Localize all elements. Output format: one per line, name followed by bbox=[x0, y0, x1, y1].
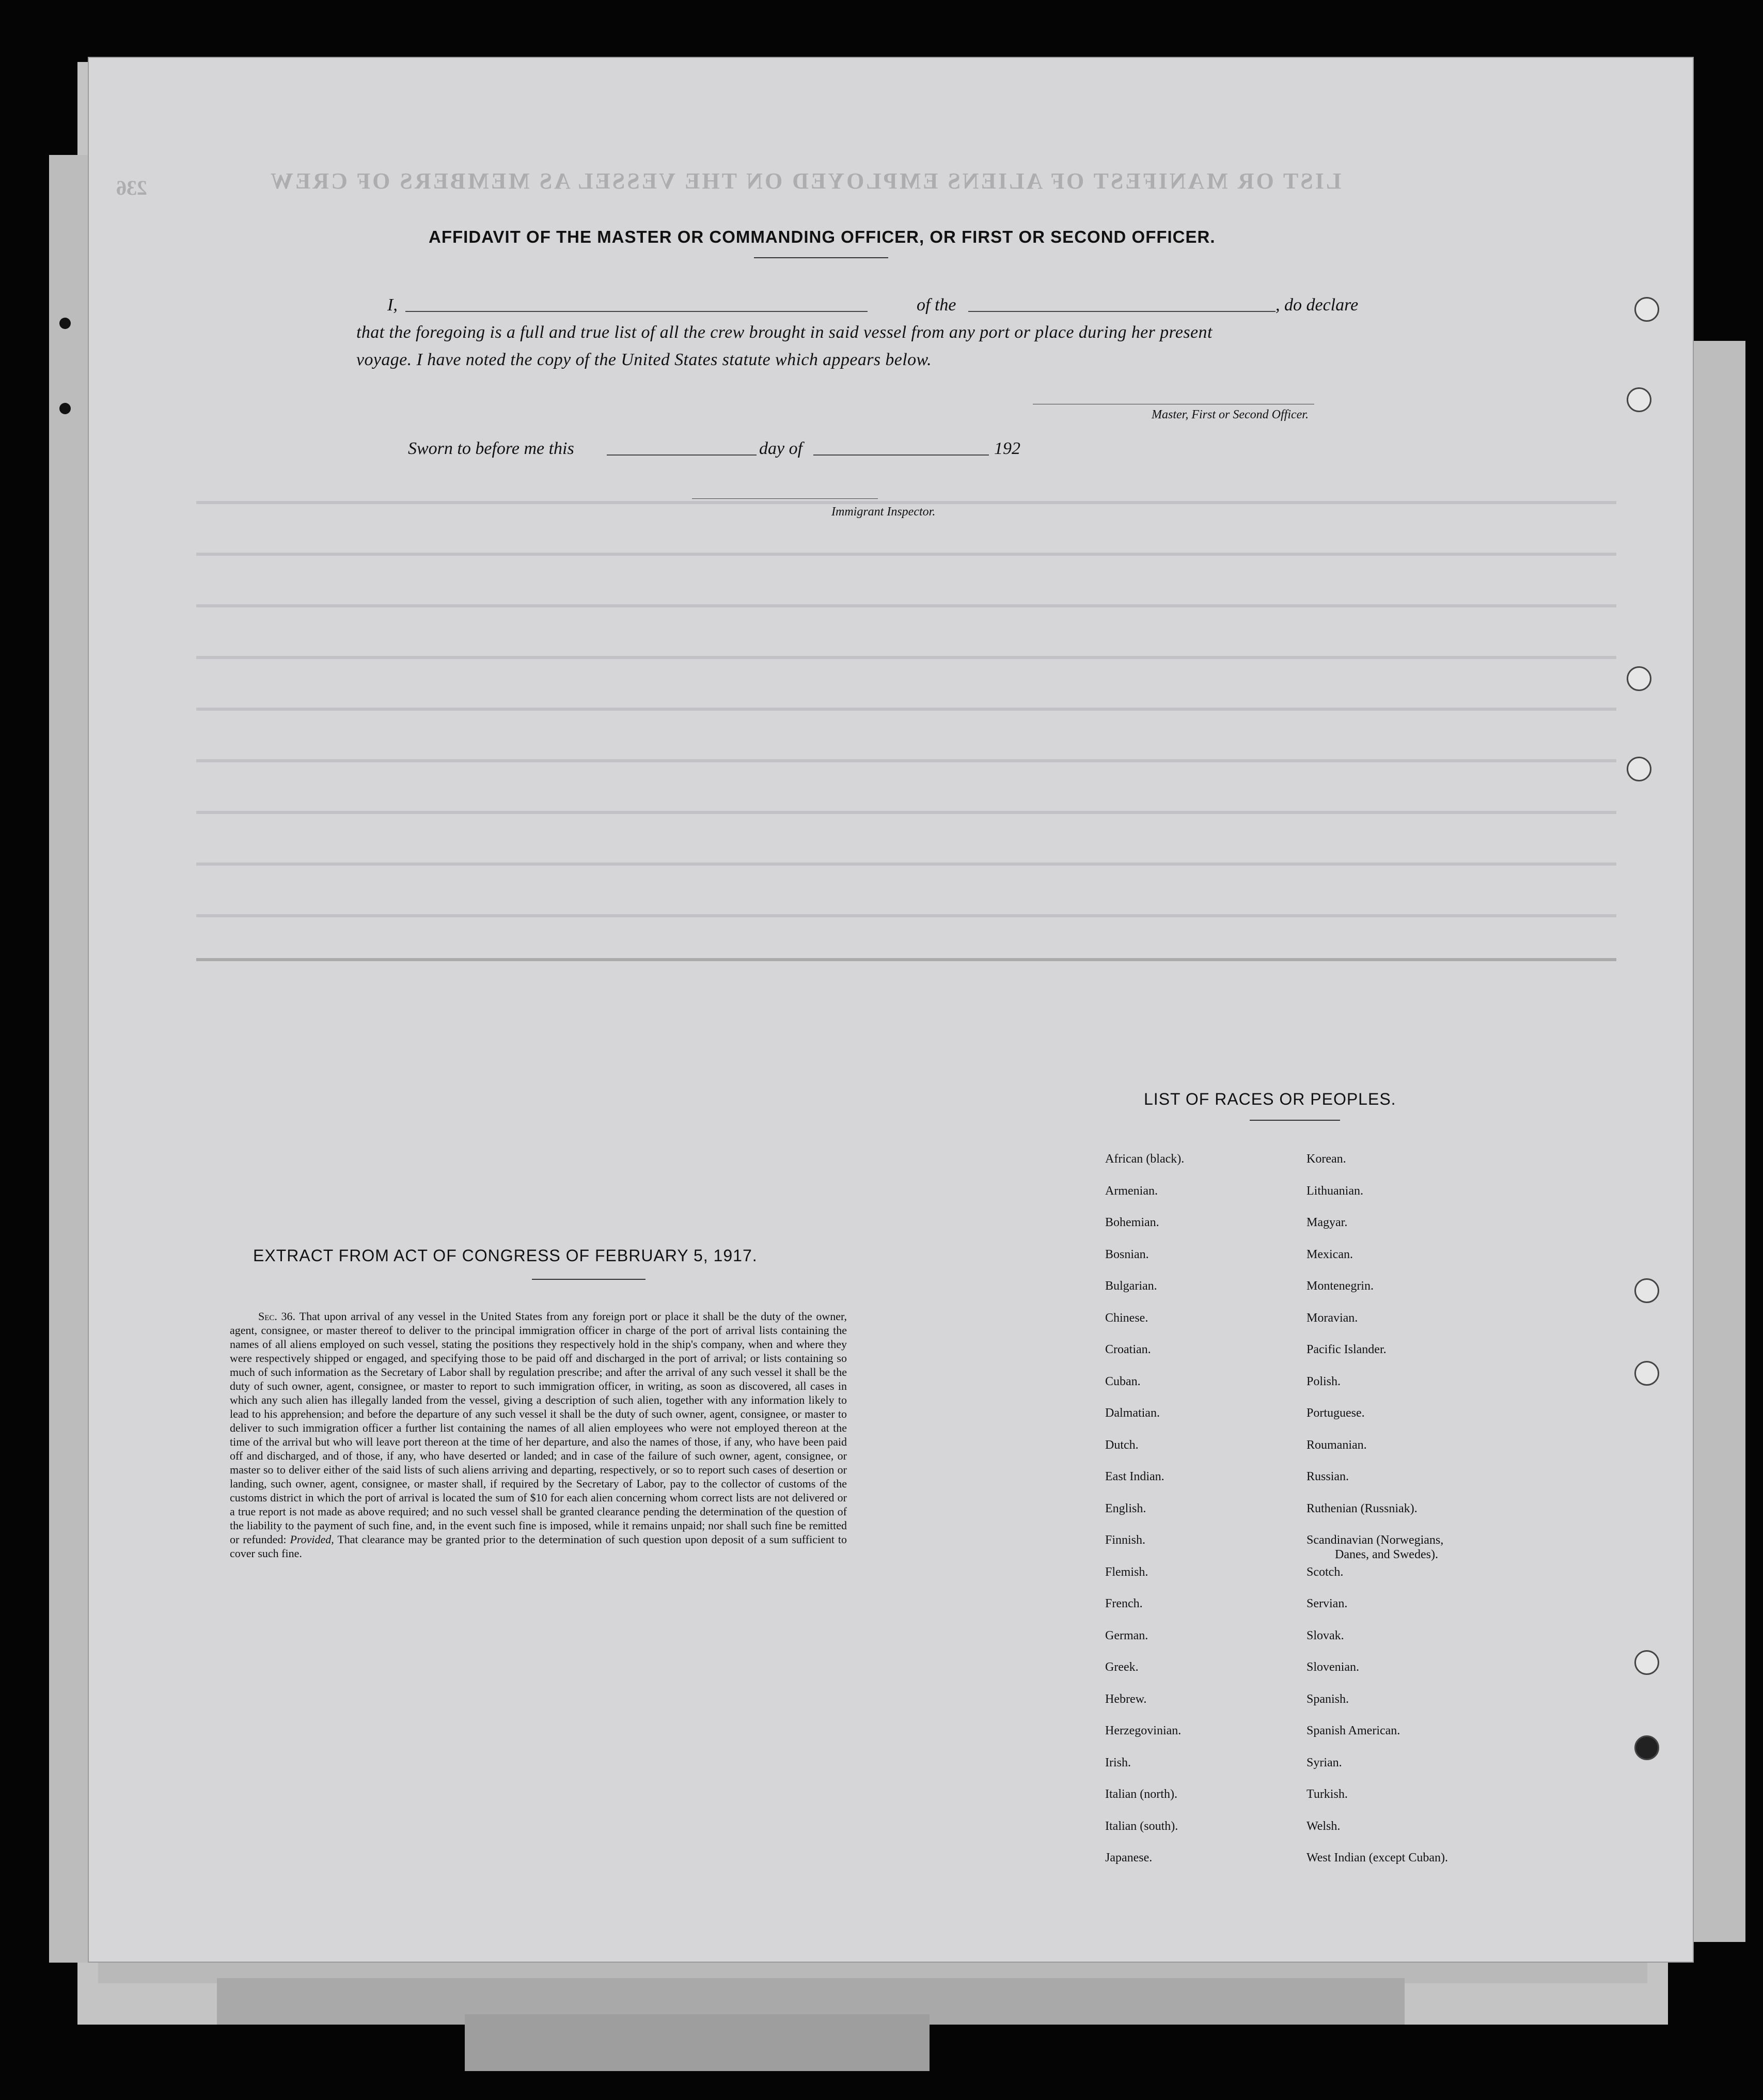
bleed-row bbox=[196, 656, 1616, 659]
race-item: Spanish. bbox=[1306, 1692, 1349, 1706]
punch-hole bbox=[1634, 1361, 1659, 1386]
torn-edge bbox=[465, 2014, 930, 2071]
sworn-prefix: Sworn to before me this bbox=[408, 439, 574, 458]
bleed-row bbox=[196, 501, 1616, 504]
race-item: Irish. bbox=[1105, 1756, 1131, 1769]
race-item: Portuguese. bbox=[1306, 1406, 1365, 1420]
race-item: Magyar. bbox=[1306, 1216, 1348, 1229]
race-item: Japanese. bbox=[1105, 1851, 1153, 1864]
declare-text: , do declare bbox=[1276, 295, 1359, 315]
sworn-year: 192 bbox=[994, 439, 1020, 458]
race-item: Bohemian. bbox=[1105, 1216, 1159, 1229]
races-heading: LIST OF RACES OR PEOPLES. bbox=[1144, 1090, 1396, 1108]
race-item: German. bbox=[1105, 1628, 1148, 1642]
race-item: Cuban. bbox=[1105, 1374, 1141, 1388]
race-item: Flemish. bbox=[1105, 1565, 1148, 1579]
race-item: Moravian. bbox=[1306, 1311, 1358, 1325]
bleed-row bbox=[196, 958, 1616, 961]
declarant-prefix: I, bbox=[387, 295, 398, 315]
bleed-row bbox=[196, 604, 1616, 607]
race-item: Finnish. bbox=[1105, 1533, 1146, 1547]
race-item: Pacific Islander. bbox=[1306, 1343, 1387, 1356]
declarant-of-the: of the bbox=[917, 295, 956, 315]
race-item: West Indian (except Cuban). bbox=[1306, 1851, 1448, 1864]
punch-hole bbox=[1634, 297, 1659, 322]
sworn-month-blank bbox=[813, 455, 989, 456]
race-item: Hebrew. bbox=[1105, 1692, 1147, 1706]
race-item: Bulgarian. bbox=[1105, 1279, 1157, 1293]
race-item-scandinavian-continued: Danes, and Swedes). bbox=[1335, 1548, 1438, 1561]
race-item: Korean. bbox=[1306, 1152, 1346, 1166]
bleed-row bbox=[196, 914, 1616, 917]
race-item: Italian (north). bbox=[1105, 1788, 1177, 1801]
bleed-row bbox=[196, 553, 1616, 556]
extract-heading-rule bbox=[532, 1279, 646, 1280]
race-item: Montenegrin. bbox=[1306, 1279, 1374, 1293]
race-item: Ruthenian (Russniak). bbox=[1306, 1501, 1418, 1515]
sworn-day-of: day of bbox=[759, 439, 803, 458]
extract-body-part1: That upon arrival of any vessel in the United States from any foreign port or place it shall be the duty of the owner, agent, consignee, or master thereof to deliver to the principal immigration officer in charge of the port of arrival lists containing the names of all aliens employed on such vessel, stating the positions they respectively hold in the ship's company, when and where they were respectively shipped or engaged, and specifying those to be paid off and discharged in the port of arrival; or lists containing so much of such information as the Secretary of Labor shall by regulation prescribe; and after the arrival of any such vessel it shall be the duty of such owner, agent, consignee, or master to report to such immigration officer, in writing, as soon as discovered, all cases in which any such alien has illegally landed from the vessel, giving a description of such alien, together with any information likely to lead to his apprehension; and before the departure of any such vessel it shall be the duty of such owner, agent, consignee, or master to deliver to such immigration officer a further list containing the names of all alien employees who were not employed thereon at the time of the arrival but who will leave port thereon at the time of her departure, and also the names of those, if any, who have been paid off and discharged, and of those, if any, who have deserted or landed; and in case of the failure of such owner, agent, consignee, or master so to deliver either of the said lists of such aliens arriving and departing, respectively, or so to report such cases of desertion or landing, such owner, agent, consignee, or master shall, if required by the Secretary of Labor, pay to the collector of customs of the customs district in which the port of arrival is located the sum of $10 for each alien concerning whom correct lists are not delivered or a true report is not made as above required; and no such vessel shall be granted clearance pending the determination of the question of the liability to the payment of such fine, and, in the event such fine is imposed, while it remains unpaid; nor shall such fine be remitted or refunded: bbox=[230, 1310, 847, 1546]
punch-hole bbox=[1634, 1650, 1659, 1675]
extract-text bbox=[230, 1309, 847, 1560]
declarant-name-blank bbox=[405, 311, 868, 312]
race-item: East Indian. bbox=[1105, 1470, 1164, 1483]
race-item: Scotch. bbox=[1306, 1565, 1344, 1579]
race-item: Servian. bbox=[1306, 1597, 1348, 1610]
punch-hole bbox=[1627, 387, 1651, 412]
heading-rule bbox=[754, 257, 888, 258]
punch-hole bbox=[1634, 1735, 1659, 1760]
bleed-through-page-number: 236 bbox=[116, 176, 147, 199]
race-item: Welsh. bbox=[1306, 1819, 1341, 1833]
binding-hole bbox=[59, 403, 71, 414]
race-item: Armenian. bbox=[1105, 1184, 1158, 1198]
race-item: Slovak. bbox=[1306, 1628, 1344, 1642]
bleed-row bbox=[196, 863, 1616, 866]
race-item: French. bbox=[1105, 1597, 1143, 1610]
race-item: Italian (south). bbox=[1105, 1819, 1178, 1833]
inspector-signature-blank bbox=[692, 498, 878, 499]
declaration-line-3: voyage. I have noted the copy of the United States statute which appears below. bbox=[356, 350, 932, 369]
manifest-page bbox=[88, 57, 1694, 1963]
race-item: Dalmatian. bbox=[1105, 1406, 1160, 1420]
master-signature-label: Master, First or Second Officer. bbox=[1152, 408, 1309, 421]
bleed-row bbox=[196, 759, 1616, 762]
bleed-row bbox=[196, 811, 1616, 814]
race-item: Bosnian. bbox=[1105, 1247, 1149, 1261]
affidavit-heading: AFFIDAVIT OF THE MASTER OR COMMANDING OFFICER, OR FIRST OR SECOND OFFICER. bbox=[429, 227, 1216, 246]
race-item: Roumanian. bbox=[1306, 1438, 1367, 1452]
race-item: Spanish American. bbox=[1306, 1724, 1400, 1737]
race-item: Russian. bbox=[1306, 1470, 1349, 1483]
bleed-through-title: LIST OR MANIFEST OF ALIENS EMPLOYED ON THE VESSEL AS MEMBERS OF CREW bbox=[269, 168, 1342, 194]
declaration-line-2: that the foregoing is a full and true list of all the crew brought in said vessel from any port or place during her present bbox=[356, 323, 1213, 342]
vessel-name-blank bbox=[968, 311, 1276, 312]
bleed-row bbox=[196, 708, 1616, 711]
punch-hole bbox=[1634, 1278, 1659, 1303]
race-item: Lithuanian. bbox=[1306, 1184, 1363, 1198]
race-item: Slovenian. bbox=[1306, 1660, 1359, 1674]
punch-hole bbox=[1627, 757, 1651, 781]
inspector-label: Immigrant Inspector. bbox=[831, 505, 936, 519]
provided-term: Provided, bbox=[290, 1533, 334, 1546]
race-item: Herzegovinian. bbox=[1105, 1724, 1182, 1737]
race-item: Scandinavian (Norwegians, bbox=[1306, 1533, 1444, 1547]
race-item: Mexican. bbox=[1306, 1247, 1353, 1261]
race-item: Turkish. bbox=[1306, 1788, 1348, 1801]
race-item: Croatian. bbox=[1105, 1343, 1151, 1356]
race-item: Syrian. bbox=[1306, 1756, 1342, 1769]
punch-hole bbox=[1627, 666, 1651, 691]
race-item: Greek. bbox=[1105, 1660, 1139, 1674]
race-item: African (black). bbox=[1105, 1152, 1185, 1166]
extract-body-part2: That clearance may be granted prior to the determination of such question upon deposit of a sum sufficient to cover such fine. bbox=[230, 1533, 847, 1560]
race-item: English. bbox=[1105, 1501, 1146, 1515]
race-item: Dutch. bbox=[1105, 1438, 1139, 1452]
race-item: Chinese. bbox=[1105, 1311, 1148, 1325]
races-heading-rule bbox=[1250, 1120, 1340, 1121]
section-label: Sec. 36. bbox=[258, 1310, 296, 1323]
race-item: Polish. bbox=[1306, 1374, 1341, 1388]
extract-heading: EXTRACT FROM ACT OF CONGRESS OF FEBRUARY 5, 1917. bbox=[253, 1246, 758, 1265]
binding-hole bbox=[59, 318, 71, 329]
sworn-day-blank bbox=[607, 455, 757, 456]
